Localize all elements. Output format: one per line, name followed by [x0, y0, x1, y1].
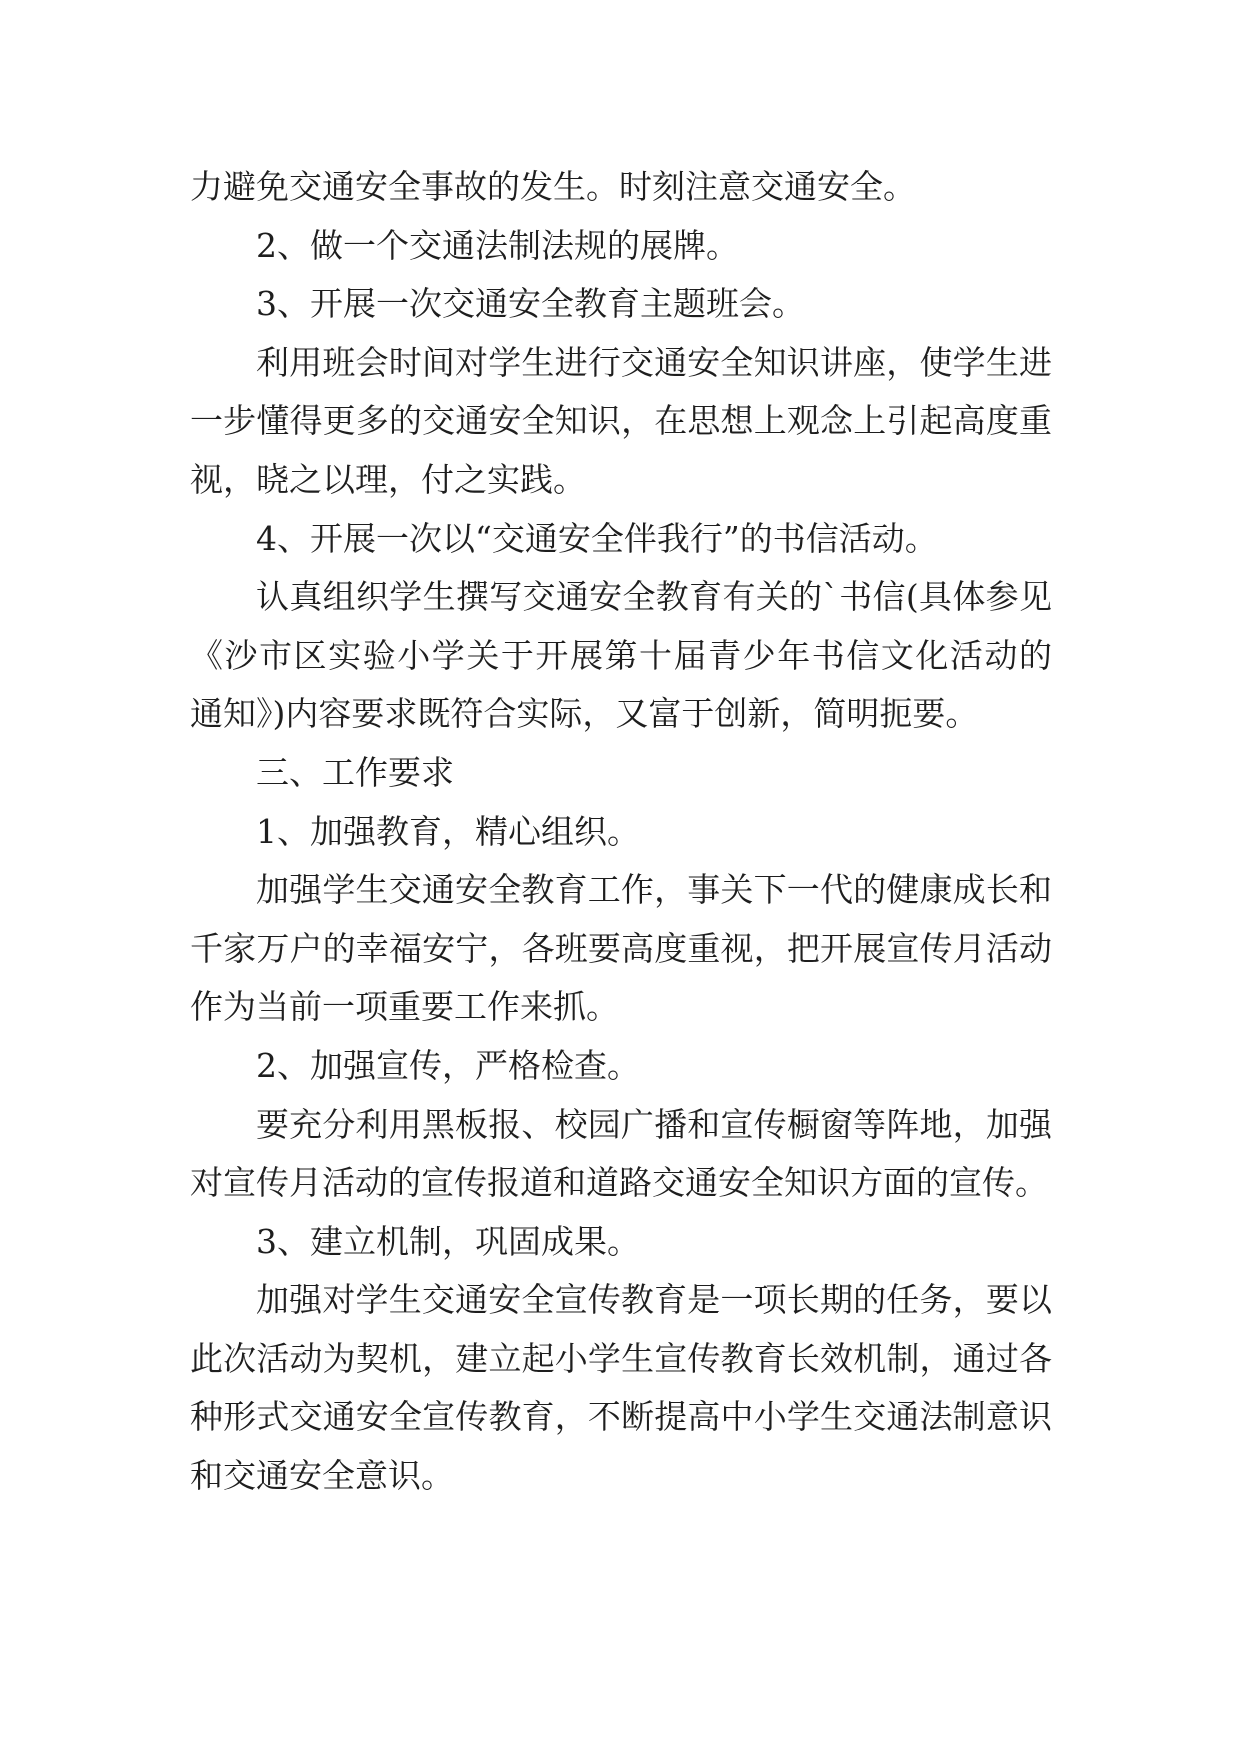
text-line: 4、开展一次以“交通安全伴我行”的书信活动。 — [256, 518, 938, 558]
text-line: 认真组织学生撰写交通安全教育有关的`书信(具体参见 — [256, 577, 1052, 617]
text-line: 2、做一个交通法制法规的展牌。 — [256, 225, 739, 265]
paragraph — [190, 510, 1052, 569]
section-heading — [190, 744, 1052, 803]
text-line: 三、工作要求 — [256, 752, 454, 792]
text-line: 作为当前一项重要工作来抓。 — [190, 987, 619, 1027]
paragraph — [190, 803, 1052, 862]
text-line: 利用班会时间对学生进行交通安全知识讲座，使学生进 — [256, 342, 1052, 382]
text-line: 种形式交通安全宣传教育，不断提高中小学生交通法制意识 — [190, 1397, 1052, 1437]
text-line: 视，晓之以理，付之实践。 — [190, 459, 586, 499]
paragraph — [190, 1213, 1052, 1272]
text-line: 此次活动为契机，建立起小学生宣传教育长效机制，通过各 — [190, 1338, 1052, 1378]
text-line: 力避免交通安全事故的发生。时刻注意交通安全。 — [190, 167, 916, 206]
paragraph — [190, 158, 1052, 217]
paragraph — [190, 334, 1052, 510]
text-line: 加强学生交通安全教育工作，事关下一代的健康成长和 — [256, 870, 1052, 910]
text-line: 一步懂得更多的交通安全知识，在思想上观念上引起高度重 — [190, 401, 1052, 441]
paragraph — [190, 275, 1052, 334]
text-line: 2、加强宣传，严格检查。 — [256, 1045, 640, 1085]
text-line: 和交通安全意识。 — [190, 1456, 454, 1496]
paragraph — [190, 568, 1052, 744]
paragraph — [190, 1037, 1052, 1096]
text-line: 3、建立机制，巩固成果。 — [256, 1221, 640, 1261]
document-body — [190, 158, 1052, 1506]
text-line: 对宣传月活动的宣传报道和道路交通安全知识方面的宣传。 — [190, 1163, 1048, 1203]
paragraph — [190, 217, 1052, 276]
paragraph — [190, 1271, 1052, 1505]
text-line: 3、开展一次交通安全教育主题班会。 — [256, 284, 805, 324]
text-line: 加强对学生交通安全宣传教育是一项长期的任务，要以 — [256, 1280, 1052, 1320]
text-line: 《沙市区实验小学关于开展第十届青少年书信文化活动的 — [190, 635, 1052, 675]
text-line: 要充分利用黑板报、校园广播和宣传橱窗等阵地，加强 — [256, 1104, 1052, 1144]
text-line: 1、加强教育，精心组织。 — [256, 811, 640, 851]
paragraph — [190, 1096, 1052, 1213]
text-line: 通知》)内容要求既符合实际，又富于创新，简明扼要。 — [190, 694, 979, 734]
text-line: 千家万户的幸福安宁，各班要高度重视，把开展宣传月活动 — [190, 928, 1052, 968]
paragraph — [190, 861, 1052, 1037]
